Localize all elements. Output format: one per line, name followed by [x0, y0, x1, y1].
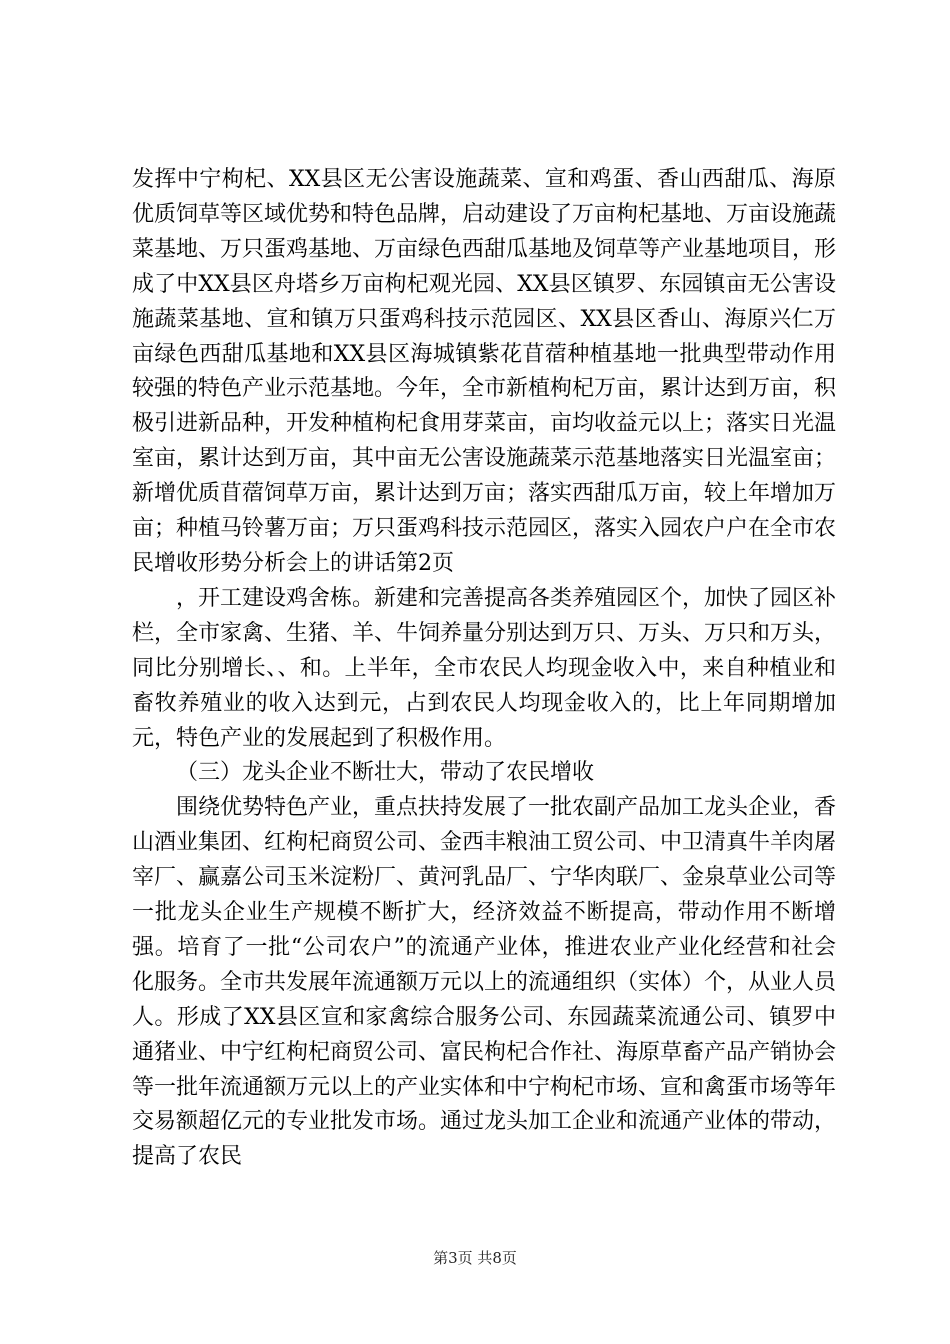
paragraph-3: 围绕优势特色产业，重点扶持发展了一批农副产品加工龙头企业，香山酒业集团、红枸杞商贸公司、金西丰粮油工贸公司、中卫清真牛羊肉屠宰厂、赢嘉公司玉米淀粉厂、黄河乳品厂、宁华肉联厂、金泉草业公司等一批龙头企业生产规模不断扩大，经济效益不断提高，带动作用不断增强。培育了一批“公司农户”的流通产业体，推进农业产业化经营和社会化服务。全市共发展年流通额万元以上的流通组织（实体）个，从业人员人。形成了XX县区宣和家禽综合服务公司、东园蔬菜流通公司、镇罗中通猪业、中宁红枸杞商贸公司、富民枸杞合作社、海原草畜产品产销协会等一批年流通额万元以上的产业实体和中宁枸杞市场、宣和禽蛋市场等年交易额超亿元的专业批发市场。通过龙头加工企业和流通产业体的带动，提高了农民	[132, 795, 837, 1170]
paragraph-2: ，开工建设鸡舍栋。新建和完善提高各类养殖园区个，加快了园区补栏，全市家禽、生猪、羊、牛饲养量分别达到万只、万头、万只和万头，同比分别增长、、和。上半年，全市农民人均现金收入中，来自种植业和畜牧养殖业的收入达到元，占到农民人均现金收入的，比上年同期增加元，特色产业的发展起到了积极作用。	[132, 585, 837, 751]
body-text	[132, 163, 836, 1175]
paragraph-1: 发挥中宁枸杞、XX县区无公害设施蔬菜、宣和鸡蛋、香山西甜瓜、海原优质饲草等区域优势和特色品牌，启动建设了万亩枸杞基地、万亩设施蔬菜基地、万只蛋鸡基地、万亩绿色西甜瓜基地及饲草等产业基地项目，形成了中XX县区舟塔乡万亩枸杞观光园、XX县区镇罗、东园镇亩无公害设施蔬菜基地、宣和镇万只蛋鸡科技示范园区、XX县区香山、海原兴仁万亩绿色西甜瓜基地和XX县区海城镇紫花苜蓿种植基地一批典型带动作用较强的特色产业示范基地。今年，全市新植枸杞万亩，累计达到万亩，积极引进新品种，开发种植枸杞食用芽菜亩，亩均收益元以上；落实日光温室亩，累计达到万亩，其中亩无公害设施蔬菜示范基地落实日光温室亩；新增优质苜蓿饲草万亩，累计达到万亩；落实西甜瓜万亩，较上年增加万亩；种植马铃薯万亩；万只蛋鸡科技示范园区，落实入园农户户在全市农民增收形势分析会上的讲话第2页	[132, 167, 837, 576]
section-heading: （三）龙头企业不断壮大，带动了农民增收	[176, 760, 595, 786]
page-footer: 第3页 共8页	[433, 1249, 517, 1267]
